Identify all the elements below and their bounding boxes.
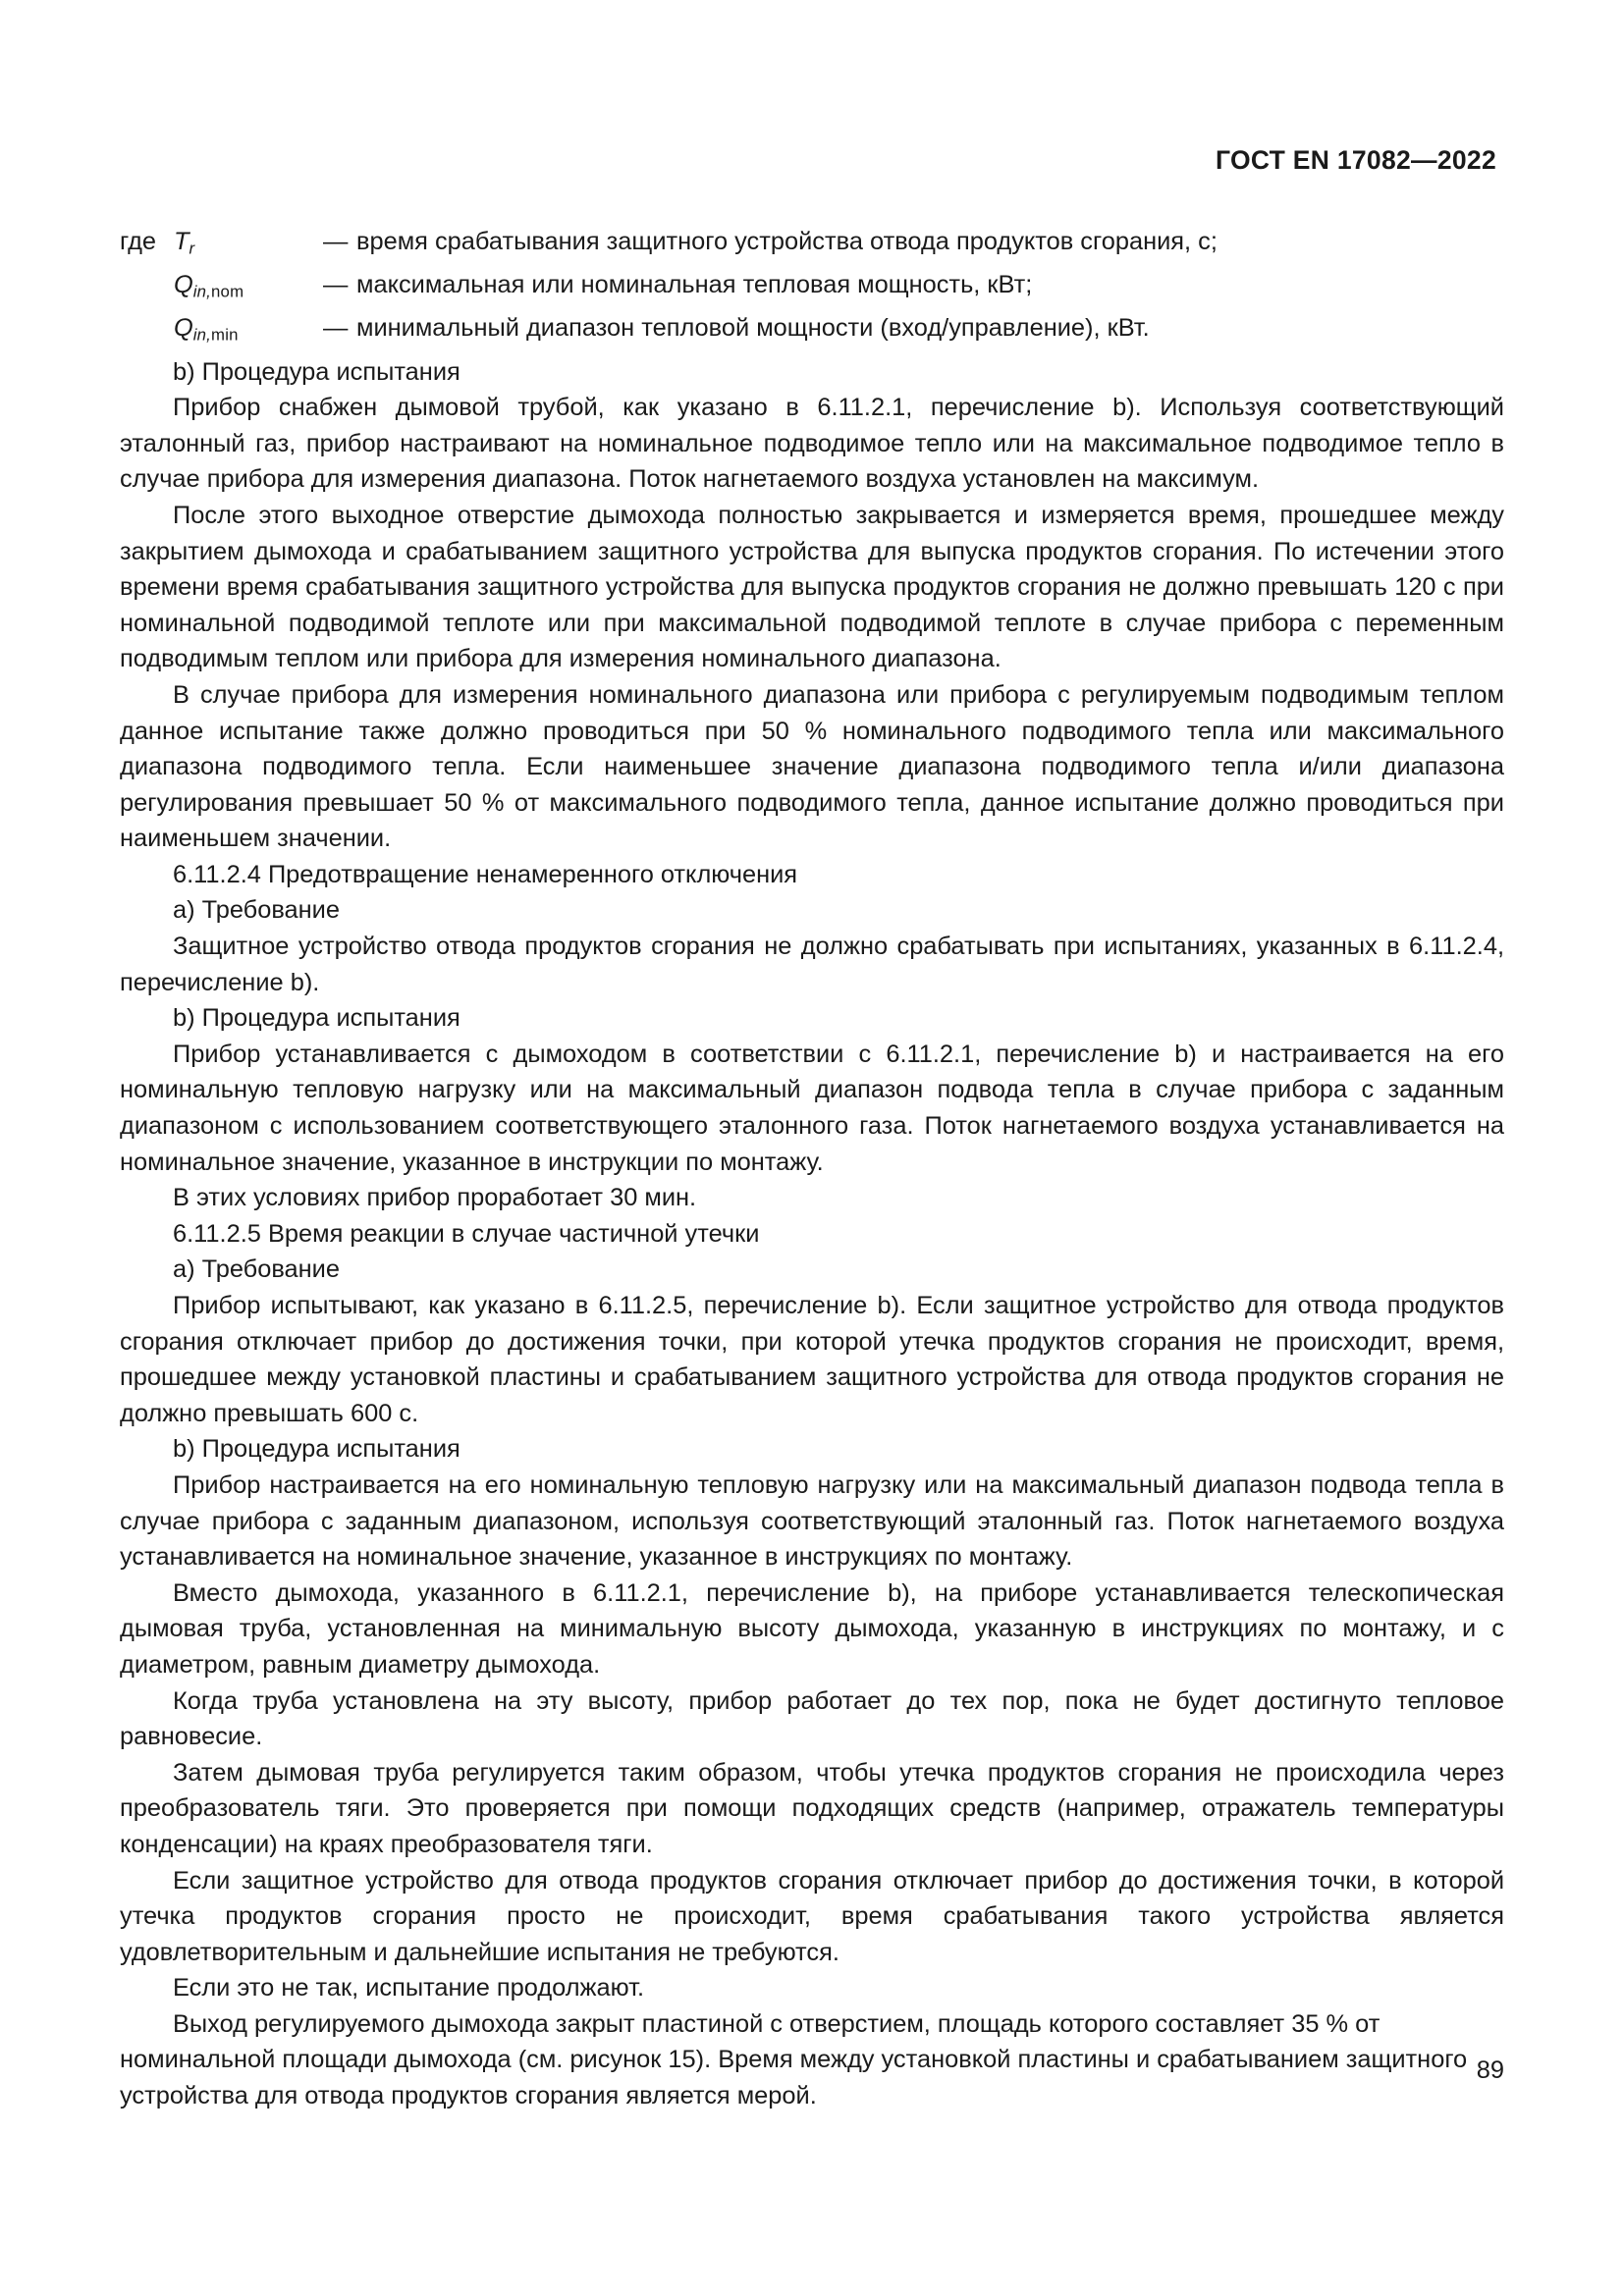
heading-6-11-2-4: 6.11.2.4 Предотвращение ненамеренного отключения xyxy=(173,860,798,888)
paragraph-chimney-setup: Прибор снабжен дымовой трубой, как указано в 6.11.2.1, перечисление b). Используя соответствующий эталонный газ, прибор настраивают на номинальное подводимое тепло или на максимальное подводимое тепло в случае прибора для измерения диапазона. Поток нагнетаемого воздуха установлен на максимум. xyxy=(120,394,1504,494)
paragraph-flue-adjustment: Затем дымовая труба регулируется таким образом, чтобы утечка продуктов сгорания не происходила через преобразователь тяги. Это проверяется при помощи подходящих средств (например, отражатель температуры конденсации) на краях преобразователя тяги. xyxy=(120,1758,1504,1858)
definition-dash: — xyxy=(323,228,349,255)
definition-row xyxy=(120,224,1504,267)
subheading-a-requirement-1: a) Требование xyxy=(173,896,340,925)
paragraph-no-spurious-shutdown: Защитное устройство отвода продуктов сгорания не должно срабатывать при испытаниях, указанных в 6.11.2.4, перечисление b). xyxy=(120,933,1504,996)
definition-row xyxy=(120,310,1504,353)
symbol-subscript-upright: min xyxy=(211,326,239,346)
paragraph-satisfactory-response: Если защитное устройство для отвода продуктов сгорания отключает прибор до достижения точки, в которой утечка продуктов сгорания просто не происходит, время срабатывания такого устройства является удовлетворительным и дальнейшие испытания не требуются. xyxy=(120,1866,1504,1966)
heading-6-11-2-5: 6.11.2.5 Время реакции в случае частичной утечки xyxy=(173,1219,760,1248)
page-number: 89 xyxy=(1476,2056,1504,2084)
paragraph-appliance-installed-with-flue: Прибор устанавливается с дымоходом в соответствии с 6.11.2.1, перечисление b) и настраивается на его номинальную тепловую нагрузку или на максимальный диапазон подвода тепла в случае прибора с заданным диапазоном с использованием соответствующего эталонного газа. Поток нагнетаемого воздуха устанавливается на номинальное значение, указанное в инструкции по монтажу. xyxy=(120,1040,1504,1176)
definition-dash: — xyxy=(323,271,349,299)
paragraph-operate-30-min: В этих условиях прибор проработает 30 мин. xyxy=(173,1184,697,1212)
symbol-definition-list xyxy=(120,224,1504,354)
definition-lead-word: где xyxy=(120,228,157,255)
symbol-subscript-upright: nom xyxy=(211,282,244,301)
paragraph-outlet-closure-timing: После этого выходное отверстие дымохода полностью закрывается и измеряется время, прошедшее между закрытием дымохода и срабатыванием защитного устройства для выпуска продуктов сгорания. По истечении этого времени время срабатывания защитного устройства для выпуска продуктов сгорания не должно превышать 120 с при номинальной подводимой теплоте или при максимальной подводимой теплоте в случае прибора с переменным подводимым теплом или прибора для измерения номинального диапазона. xyxy=(120,501,1504,673)
subheading-a-requirement-2: a) Требование xyxy=(173,1255,340,1284)
definition-text: время срабатывания защитного устройства отвода продуктов сгорания, с; xyxy=(356,228,1218,255)
symbol-qinnom xyxy=(174,267,323,310)
definition-row xyxy=(120,267,1504,310)
definition-text: минимальный диапазон тепловой мощности (вход/управление), кВт. xyxy=(356,314,1150,343)
subheading-b-test-procedure-3: b) Процедура испытания xyxy=(173,1435,460,1464)
symbol-base: Q xyxy=(174,314,193,343)
paragraph-nominal-heat-load-setup: Прибор настраивается на его номинальную тепловую нагрузку или на максимальный диапазон подвода тепла в случае прибора с заданным диапазоном, используя соответствующий эталонный газ. Поток нагнетаемого воздуха устанавливается на номинальное значение, указанное в инструкциях по монтажу. xyxy=(120,1470,1504,1572)
paragraph-600s-requirement: Прибор испытывают, как указано в 6.11.2.5, перечисление b). Если защитное устройство для отвода продуктов сгорания отключает прибор до достижения точки, при которой утечка продуктов сгорания не происходит, время, прошедшее между установкой пластины и срабатыванием защитного устройства для отвода продуктов сгорания не должно превышать 600 с. xyxy=(120,1292,1504,1427)
symbol-base: T xyxy=(174,228,189,255)
paragraph-otherwise-continue: Если это не так, испытание продолжают. xyxy=(173,1974,645,2002)
paragraph-telescopic-flue: Вместо дымохода, указанного в 6.11.2.1, перечисление b), на приборе устанавливается телескопическая дымовая труба, установленная на минимальную высоту дымохода, указанную в инструкциях по монтажу, и с диаметром, равным диаметру дымохода. xyxy=(120,1578,1504,1679)
subheading-b-test-procedure-2: b) Процедура испытания xyxy=(173,1004,460,1033)
symbol-subscript-italic: in, xyxy=(192,282,212,301)
running-header-standard-number: ГОСТ EN 17082—2022 xyxy=(1215,145,1496,175)
definition-dash: — xyxy=(323,314,349,343)
paragraph-range-rated-appliance: В случае прибора для измерения номинального диапазона или прибора с регулируемым подводимым теплом данное испытание также должно проводиться при 50 % номинального подводимого тепла или максимального диапазона подводимого тепла. Если наименьшее значение диапазона подводимого тепла и/или диапазона регулирования превышает 50 % от максимального подводимого тепла, данное испытание должно проводиться при наименьшем значении. xyxy=(120,680,1504,853)
symbol-subscript-italic: in, xyxy=(192,326,212,346)
definition-text: максимальная или номинальная тепловая мощность, кВт; xyxy=(356,271,1033,299)
symbol-qinmin xyxy=(174,310,323,353)
symbol-tr xyxy=(174,224,323,267)
paragraph-b-test-procedure-1: b) Процедура испытания xyxy=(173,357,460,386)
paragraph-plate-35-percent: Выход регулируемого дымохода закрыт пластиной с отверстием, площадь которого составляет 35 % от номинальной площади дымохода (см. рисунок 15). Время между установкой пластины и срабатыванием защитного устройства для отвода продуктов сгорания является мерой. xyxy=(120,2009,1468,2110)
paragraph-thermal-equilibrium: Когда труба установлена на эту высоту, прибор работает до тех пор, пока не будет достигнуто тепловое равновесие. xyxy=(120,1686,1504,1751)
symbol-base: Q xyxy=(174,271,193,299)
page-content xyxy=(120,224,1504,2114)
symbol-subscript-italic: r xyxy=(189,239,195,258)
